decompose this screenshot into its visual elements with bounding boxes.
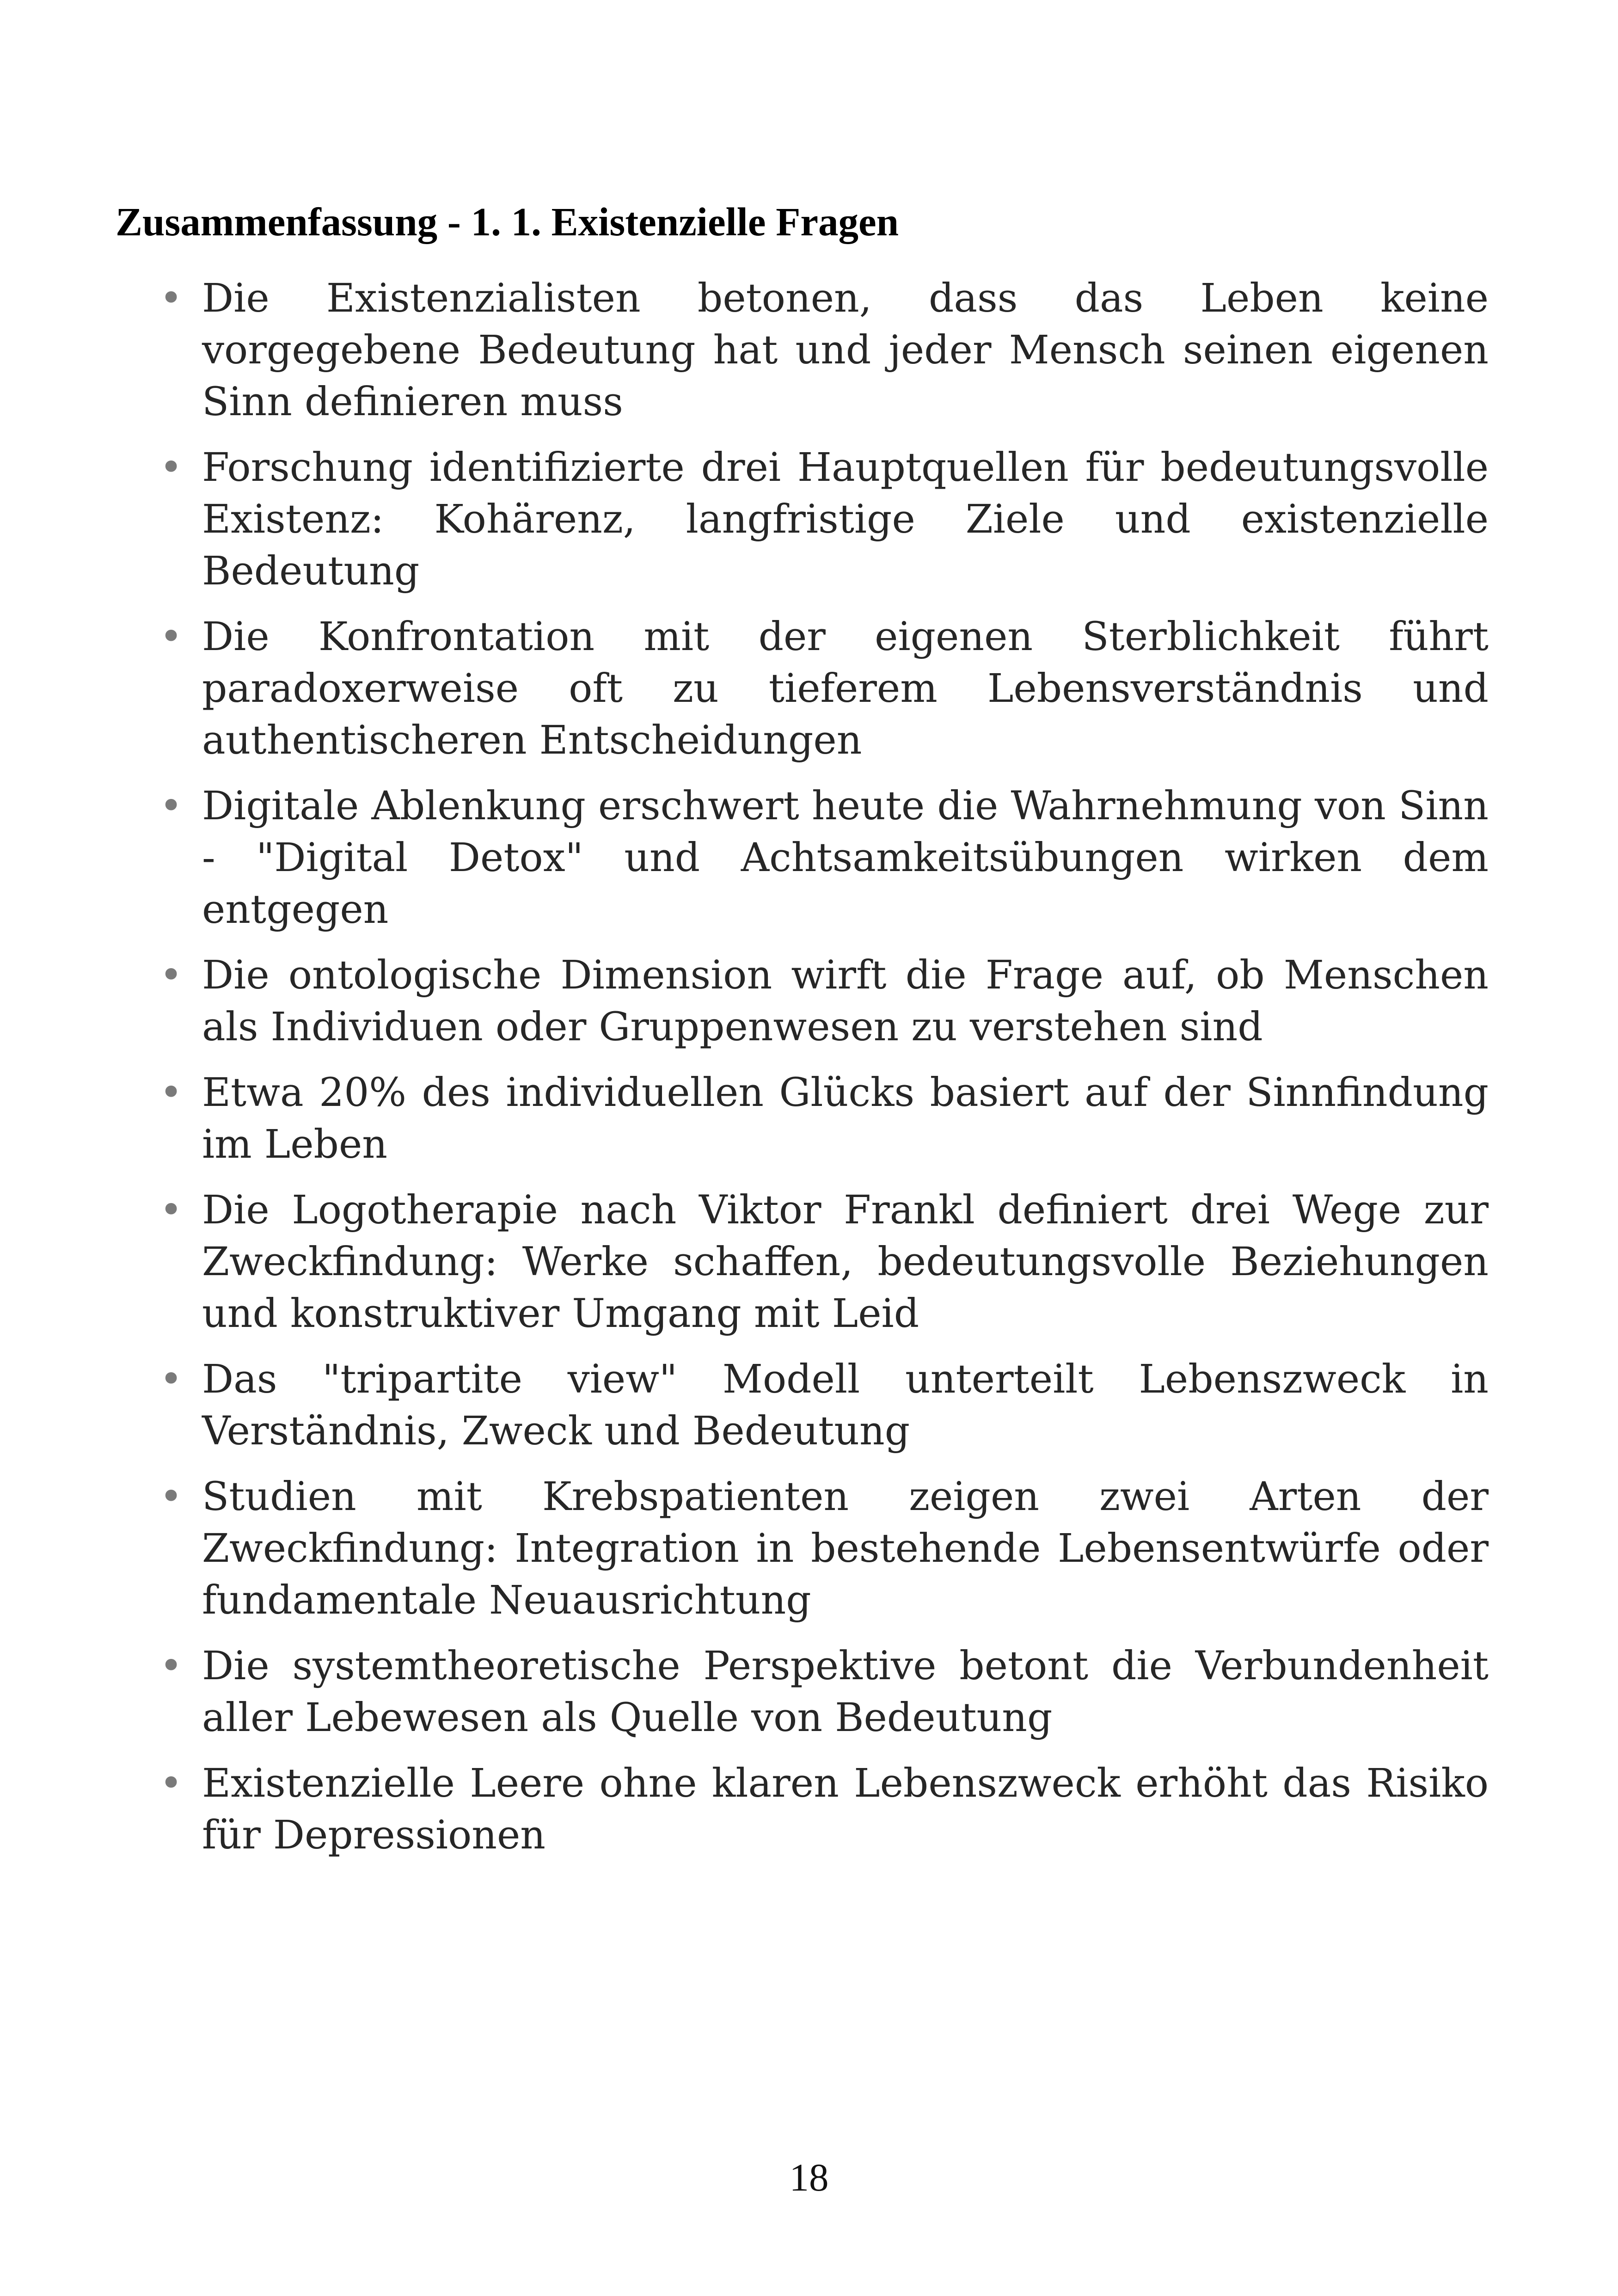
bullet-text: Die Konfrontation mit der eigenen Sterblichkeit führt paradoxerweise oft zu tieferem Lebensverständnis und authentischeren Entscheidungen <box>202 614 1489 763</box>
bullet-item <box>116 611 1489 767</box>
bullet-text: Etwa 20% des individuellen Glücks basiert auf der Sinnfindung im Leben <box>202 1070 1489 1167</box>
summary-bullet-list <box>116 273 1489 1875</box>
bullet-text: Digitale Ablenkung erschwert heute die Wahrnehmung von Sinn - "Digital Detox" und Achtsamkeitsübungen wirken dem entgegen <box>202 783 1489 933</box>
section-heading: Zusammenfassung - 1. 1. Existenzielle Fragen <box>116 199 899 244</box>
bullet-item <box>116 780 1489 936</box>
bullet-item <box>116 1471 1489 1627</box>
bullet-text: Die Existenzialisten betonen, dass das Leben keine vorgegebene Bedeutung hat und jeder Mensch seinen eigenen Sinn definieren muss <box>202 276 1489 425</box>
bullet-item <box>116 1640 1489 1744</box>
bullet-dot-icon: • <box>159 1187 183 1233</box>
bullet-text: Das "tripartite view" Modell unterteilt Lebenszweck in Verständnis, Zweck und Bedeutung <box>202 1357 1489 1454</box>
bullet-dot-icon: • <box>159 952 183 998</box>
bullet-dot-icon: • <box>159 783 183 829</box>
bullet-dot-icon: • <box>159 1761 183 1806</box>
bullet-dot-icon: • <box>159 1643 183 1689</box>
bullet-item <box>116 1354 1489 1457</box>
bullet-text: Die ontologische Dimension wirft die Frage auf, ob Menschen als Individuen oder Gruppenwesen zu verstehen sind <box>202 952 1489 1050</box>
bullet-item <box>116 273 1489 428</box>
bullet-dot-icon: • <box>159 1474 183 1520</box>
page-number: 18 <box>789 2156 829 2199</box>
bullet-text: Die Logotherapie nach Viktor Frankl definiert drei Wege zur Zweckfindung: Werke schaffen, bedeutungsvolle Beziehungen und konstruktiver Umgang mit Leid <box>202 1187 1489 1337</box>
bullet-item <box>116 1185 1489 1340</box>
bullet-text: Forschung identifizierte drei Hauptquellen für bedeutungsvolle Existenz: Kohärenz, langfristige Ziele und existenzielle Bedeutung <box>202 445 1489 594</box>
bullet-item <box>116 442 1489 597</box>
bullet-item <box>116 950 1489 1053</box>
bullet-item <box>116 1067 1489 1171</box>
bullet-text: Studien mit Krebspatienten zeigen zwei Arten der Zweckfindung: Integration in bestehende Lebensentwürfe oder fundamentale Neuausrichtung <box>202 1474 1489 1623</box>
bullet-dot-icon: • <box>159 445 183 491</box>
bullet-dot-icon: • <box>159 276 183 321</box>
bullet-text: Die systemtheoretische Perspektive betont die Verbundenheit aller Lebewesen als Quelle von Bedeutung <box>202 1643 1489 1741</box>
bullet-dot-icon: • <box>159 614 183 660</box>
bullet-dot-icon: • <box>159 1357 183 1402</box>
bullet-dot-icon: • <box>159 1070 183 1116</box>
bullet-text: Existenzielle Leere ohne klaren Lebenszweck erhöht das Risiko für Depressionen <box>202 1761 1489 1858</box>
bullet-item <box>116 1758 1489 1861</box>
